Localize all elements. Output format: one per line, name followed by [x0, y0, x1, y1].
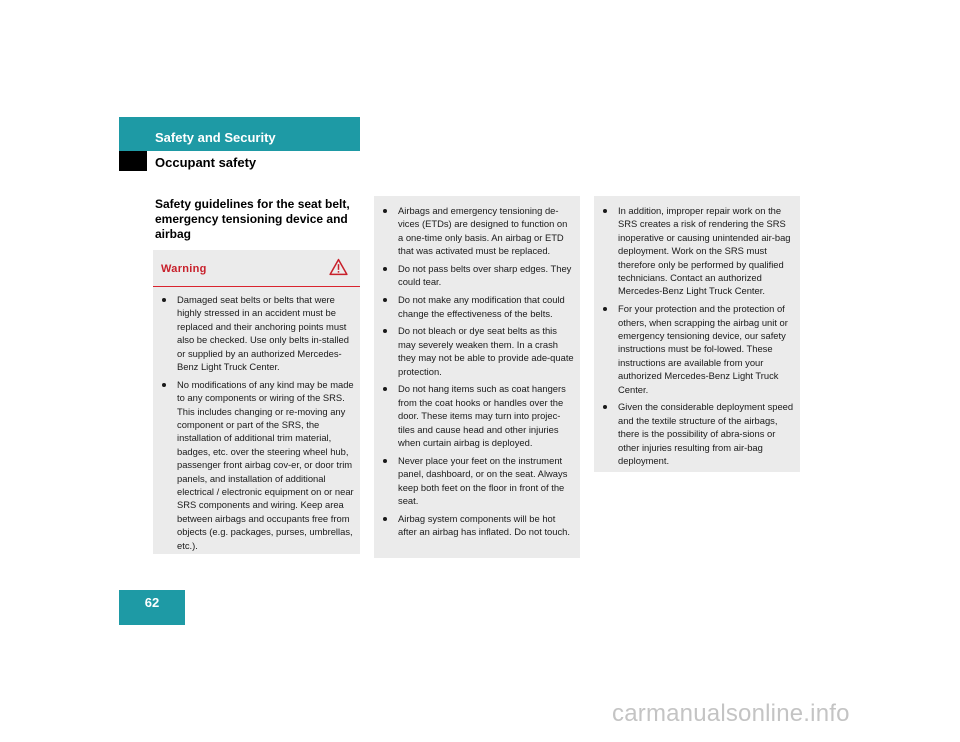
list-item: Do not bleach or dye seat belts as this may severely weaken them. In a crash they may not be able to provide ade-quate protection. [374, 324, 580, 378]
bullet-list [374, 196, 580, 539]
warning-triangle-icon [329, 258, 348, 276]
info-box-column-3 [594, 196, 800, 472]
list-item: Airbag system components will be hot after an airbag has inflated. Do not touch. [374, 512, 580, 539]
list-item: Do not pass belts over sharp edges. They could tear. [374, 262, 580, 289]
list-item: Do not make any modification that could change the effectiveness of the belts. [374, 293, 580, 320]
watermark: carmanualsonline.info [612, 700, 850, 727]
chapter-header [119, 117, 360, 151]
list-item: Given the considerable deployment speed and the textile structure of the airbags, there is the possibility of abra-sions or other injuries resulting from air-bag deployment. [594, 400, 800, 467]
warning-label: Warning [161, 263, 207, 275]
warning-box [153, 250, 360, 554]
list-item: In addition, improper repair work on the SRS creates a risk of rendering the SRS inoperative or causing unintended air-bag deployment. Work on the SRS must therefore only be performed by qualified technicians. Contact an authorized Mercedes-Benz Light Truck Center. [594, 204, 800, 298]
page-number: 62 [119, 590, 185, 625]
list-item: Airbags and emergency tensioning de-vices (ETDs) are designed to function on a one-time only basis. An airbag or ETD that was activated must be replaced. [374, 204, 580, 258]
section-marker [119, 151, 147, 171]
section-title: Occupant safety [155, 155, 257, 170]
list-item: Never place your feet on the instrument panel, dashboard, or on the seat. Always keep both feet on the floor in front of the seat. [374, 454, 580, 508]
info-box-column-2 [374, 196, 580, 558]
bullet-list [594, 196, 800, 468]
list-item: Do not hang items such as coat hangers from the coat hooks or handles over the door. These items may turn into projec-tiles and cause head and other injuries when curtain airbag is deployed. [374, 382, 580, 449]
page-heading: Safety guidelines for the seat belt, emergency tensioning device and airbag [155, 197, 350, 241]
list-item: Damaged seat belts or belts that were highly stressed in an accident must be replaced and their anchoring points must also be checked. Use only belts in-stalled or supplied by an authorized Mercedes-Benz Light Truck Center. [153, 293, 360, 373]
warning-header [153, 250, 360, 287]
list-item: For your protection and the protection of others, when scrapping the airbag unit or emergency tensioning device, our safety instructions must be fol-lowed. These instructions are available from your authorized Mercedes-Benz Light Truck Center. [594, 302, 800, 396]
list-item: No modifications of any kind may be made to any components or wiring of the SRS. This includes changing or re-moving any component or part of the SRS, the installation of additional trim material, badges, etc. over the steering wheel hub, passenger front airbag cov-er, or door trim panels, and installation of additional electrical / electronic equipment on or near SRS components and wiring. Keep area between airbags and occupants free from objects (e.g. packages, purses, umbrellas, etc.). [153, 378, 360, 552]
warning-list [153, 287, 360, 552]
chapter-title: Safety and Security [155, 130, 276, 145]
